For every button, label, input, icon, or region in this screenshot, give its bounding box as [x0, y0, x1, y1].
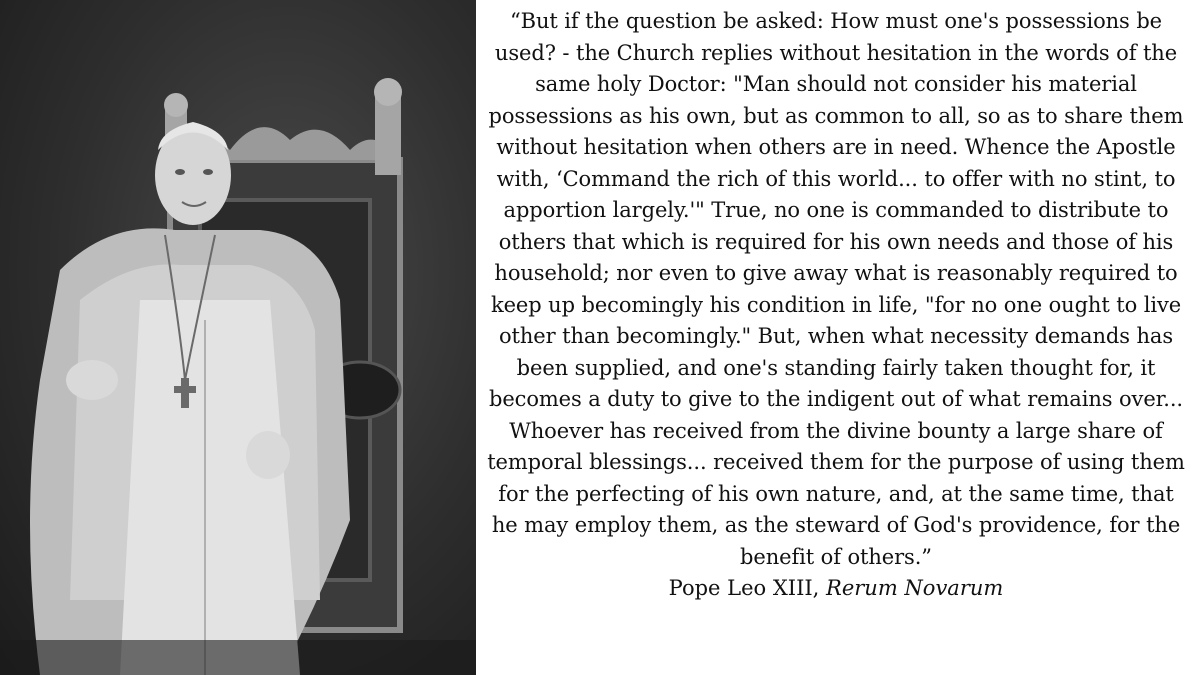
- attribution-work: Rerum Novarum: [826, 576, 1004, 600]
- quote-text: “But if the question be asked: How must one's possessions be used? - the Church replies without hesitation in the words of the same holy Doctor: "Man should not consider his material possessions as his own, but as common to all, so as to share them without hesitation when others are in need. Whence the Apostle with, ‘Command the rich of this world... to offer with no stint, to apportion largely.'" True, no one is commanded to distribute to others that which is required for his own needs and those of his household; nor even to give away what is reasonably required to keep up becomingly his condition in life, "for no one ought to live other than becomingly." But, when what necessity demands has been supplied, and one's standing fairly taken thought for, it becomes a duty to give to the indigent out of what remains over... Whoever has received from the divine bounty a large share of temporal blessings... received them for the purpose of using them for the perfecting of his own nature, and, at the same time, that he may employ them, as the steward of God's providence, for the benefit of others.”: [487, 9, 1185, 569]
- attribution: [484, 573, 1188, 605]
- portrait-photo: [0, 0, 476, 675]
- quote-panel: [480, 0, 1192, 675]
- attribution-author: Pope Leo XIII,: [668, 576, 827, 600]
- pope-seated-portrait-icon: [0, 0, 476, 675]
